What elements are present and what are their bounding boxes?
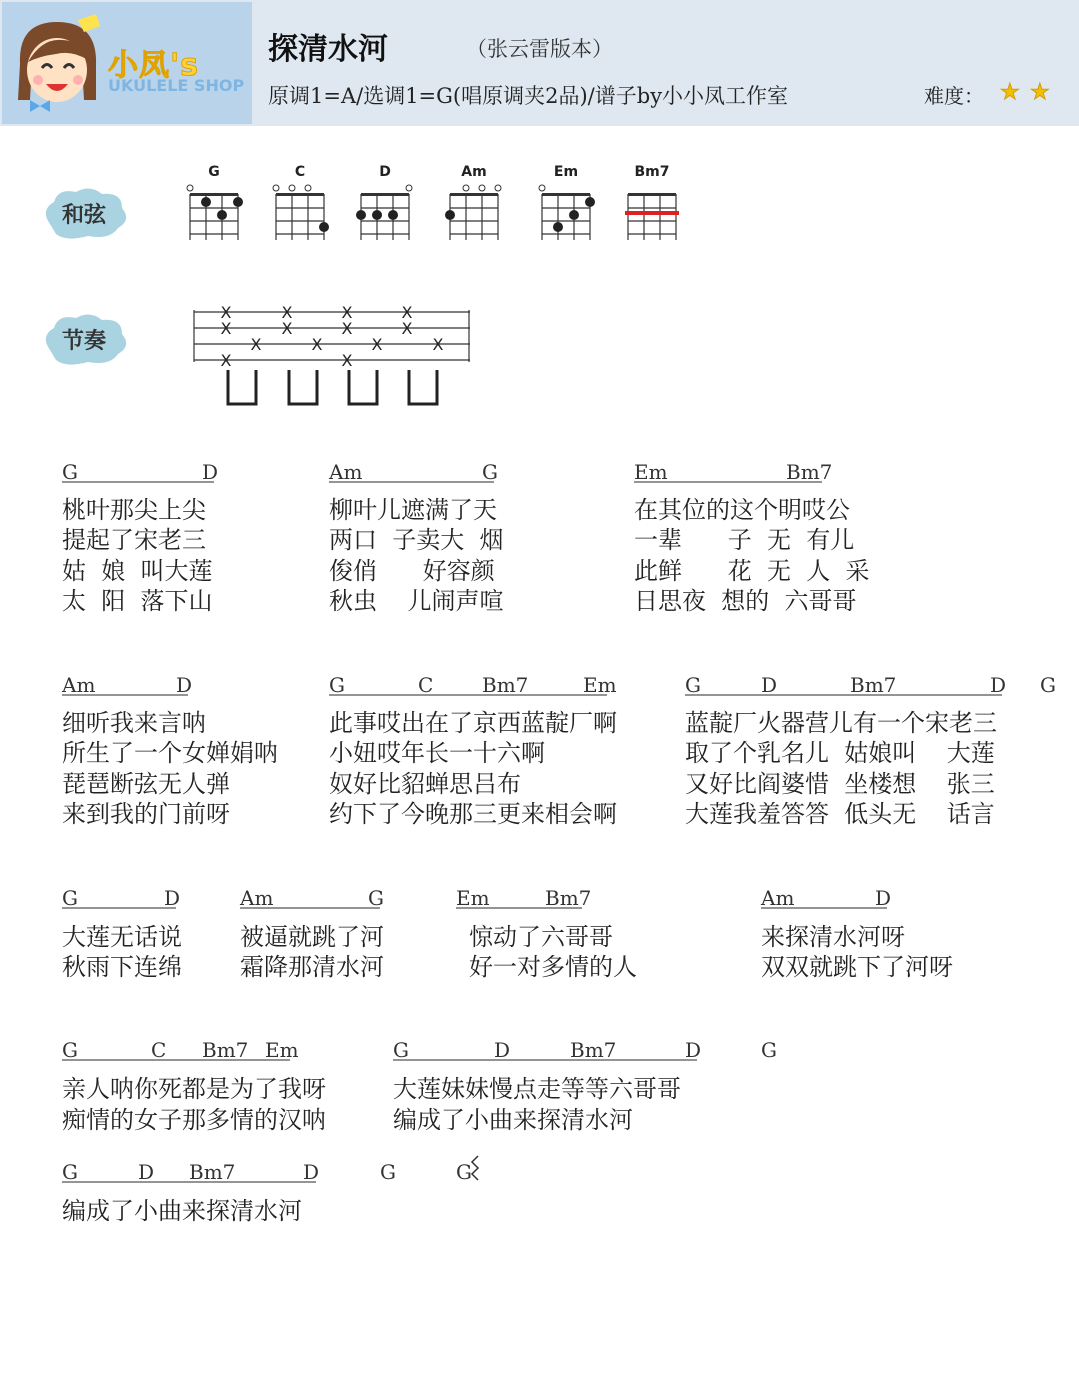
chord-label: G	[482, 460, 498, 484]
chord-label: G	[368, 886, 384, 910]
chord-label: Am	[761, 886, 795, 910]
lyric-line: 此鲜 花 无 人 采	[634, 557, 870, 585]
chord-label: G	[393, 1038, 409, 1062]
song-version: （张云雷版本）	[466, 37, 613, 61]
chord-label: Bm7	[786, 460, 833, 484]
chord-label: D	[685, 1038, 702, 1062]
chord-label: Em	[265, 1038, 299, 1062]
chord-label: C	[418, 673, 434, 697]
lyric-line: 蓝靛厂火器营儿有一个宋老三	[685, 709, 997, 737]
lyric-line: 此事哎出在了京西蓝靛厂啊	[329, 709, 617, 737]
lyric-line: 秋虫 儿闹声喧	[329, 587, 504, 615]
chord-label: G	[62, 1038, 78, 1062]
lyric-line: 来探清水河呀	[761, 923, 905, 951]
chord-label: G	[761, 1038, 777, 1062]
chord-label: Em	[634, 460, 668, 484]
lyric-line: 琵琶断弦无人弹	[62, 770, 230, 798]
lyric-line: 好一对多情的人	[469, 953, 637, 981]
shop-name: 小凤's	[108, 48, 200, 83]
lyric-line: 提起了宋老三	[62, 526, 206, 554]
difficulty-star-icon: ★	[1030, 80, 1050, 105]
chord-label: Bm7	[850, 673, 897, 697]
chord-label: D	[164, 886, 181, 910]
difficulty-star-icon: ★	[1000, 80, 1020, 105]
chord-label: D	[176, 673, 193, 697]
chord-label: C	[151, 1038, 167, 1062]
lyric-line: 惊动了六哥哥	[469, 923, 613, 951]
lyric-line: 编成了小曲来探清水河	[62, 1197, 302, 1225]
chords-section-label: 和弦	[62, 202, 107, 228]
chord-label: D	[494, 1038, 511, 1062]
lyric-line: 大莲我羞答答 低头无 话言	[685, 800, 995, 828]
svg-text:X: X	[250, 335, 262, 354]
svg-text:X: X	[432, 335, 444, 354]
svg-text:X: X	[401, 303, 413, 322]
chord-name: Am	[461, 164, 487, 180]
lyric-line: 在其位的这个明哎公	[634, 496, 850, 524]
chord-name: Em	[553, 164, 579, 180]
chord-label: Bm7	[482, 673, 529, 697]
lyric-line: 小妞哎年长一十六啊	[329, 739, 545, 767]
chord-label: Bm7	[545, 886, 592, 910]
lyric-line: 编成了小曲来探清水河	[393, 1106, 633, 1134]
arpeggio-icon	[472, 1156, 478, 1180]
svg-text:X: X	[220, 351, 232, 370]
lyric-line: 俊俏 好容颜	[329, 557, 495, 585]
lyric-line: 来到我的门前呀	[62, 800, 230, 828]
chord-name: G	[208, 164, 220, 180]
chord-label: Em	[583, 673, 617, 697]
chord-label: D	[875, 886, 892, 910]
chord-label: G	[62, 460, 78, 484]
lyric-line: 霜降那清水河	[240, 953, 384, 981]
chord-label: D	[202, 460, 219, 484]
chord-label: Bm7	[189, 1160, 236, 1184]
chord-label: G	[329, 673, 345, 697]
lyric-line: 秋雨下连绵	[62, 953, 182, 981]
chord-label: Am	[62, 673, 96, 697]
svg-text:X: X	[341, 303, 353, 322]
chord-label: D	[761, 673, 778, 697]
lyric-line: 亲人呐你死都是为了我呀	[62, 1075, 326, 1103]
chord-name: Bm7	[634, 164, 670, 180]
chord-label: G	[685, 673, 701, 697]
svg-text:X: X	[281, 319, 293, 338]
lyric-line: 约下了今晚那三更来相会啊	[329, 800, 617, 828]
chord-label: G	[62, 1160, 78, 1184]
difficulty-label: 难度：	[924, 84, 984, 108]
lyric-line: 桃叶那尖上尖	[62, 496, 206, 524]
svg-text:X: X	[401, 319, 413, 338]
lyric-line: 大莲妹妹慢点走等等六哥哥	[393, 1075, 681, 1103]
lyric-line: 一辈 子 无 有儿	[634, 526, 855, 554]
lyric-line: 痴情的女子那多情的汉呐	[62, 1106, 326, 1134]
chord-label: G	[1040, 673, 1056, 697]
svg-text:X: X	[311, 335, 323, 354]
lyric-line: 太 阳 落下山	[62, 587, 213, 615]
lyric-line: 柳叶儿遮满了天	[329, 496, 497, 524]
svg-text:X: X	[220, 319, 232, 338]
chord-label: D	[990, 673, 1007, 697]
chord-label: Am	[240, 886, 274, 910]
chord-label: G	[62, 886, 78, 910]
svg-text:X: X	[341, 319, 353, 338]
chord-name: C	[294, 164, 306, 180]
lyric-line: 日思夜 想的 六哥哥	[634, 587, 857, 615]
svg-text:X: X	[371, 335, 383, 354]
chord-label: Am	[329, 460, 363, 484]
lyric-line: 两口 子卖大 烟	[329, 526, 504, 554]
chord-label: D	[138, 1160, 155, 1184]
svg-text:X: X	[220, 303, 232, 322]
svg-text:X: X	[341, 351, 353, 370]
song-key-info: 原调1=A/选调1=G(唱原调夹2品)/谱子by小小凤工作室	[268, 84, 789, 108]
chord-label: Bm7	[202, 1038, 249, 1062]
lyric-line: 双双就跳下了河呀	[761, 953, 953, 981]
chord-label: Bm7	[570, 1038, 617, 1062]
chord-name: D	[379, 164, 391, 180]
svg-text:X: X	[281, 303, 293, 322]
lyric-line: 所生了一个女婵娟呐	[62, 739, 278, 767]
lyric-line: 取了个乳名儿 姑娘叫 大莲	[685, 739, 995, 767]
shop-subtitle: UKULELE SHOP	[108, 76, 245, 95]
chord-label: G	[456, 1160, 472, 1184]
chord-label: Em	[456, 886, 490, 910]
lyric-line: 姑 娘 叫大莲	[62, 557, 213, 585]
lyric-line: 又好比阎婆惜 坐楼想 张三	[685, 770, 995, 798]
chord-label: D	[303, 1160, 320, 1184]
lyric-line: 被逼就跳了河	[240, 923, 384, 951]
lyric-line: 大莲无话说	[62, 923, 182, 951]
rhythm-section-label: 节奏	[62, 328, 107, 354]
song-title: 探清水河	[268, 32, 388, 67]
lyric-line: 细听我来言呐	[62, 709, 206, 737]
lyric-line: 奴好比貂蝉思吕布	[329, 770, 521, 798]
chord-label: G	[380, 1160, 396, 1184]
